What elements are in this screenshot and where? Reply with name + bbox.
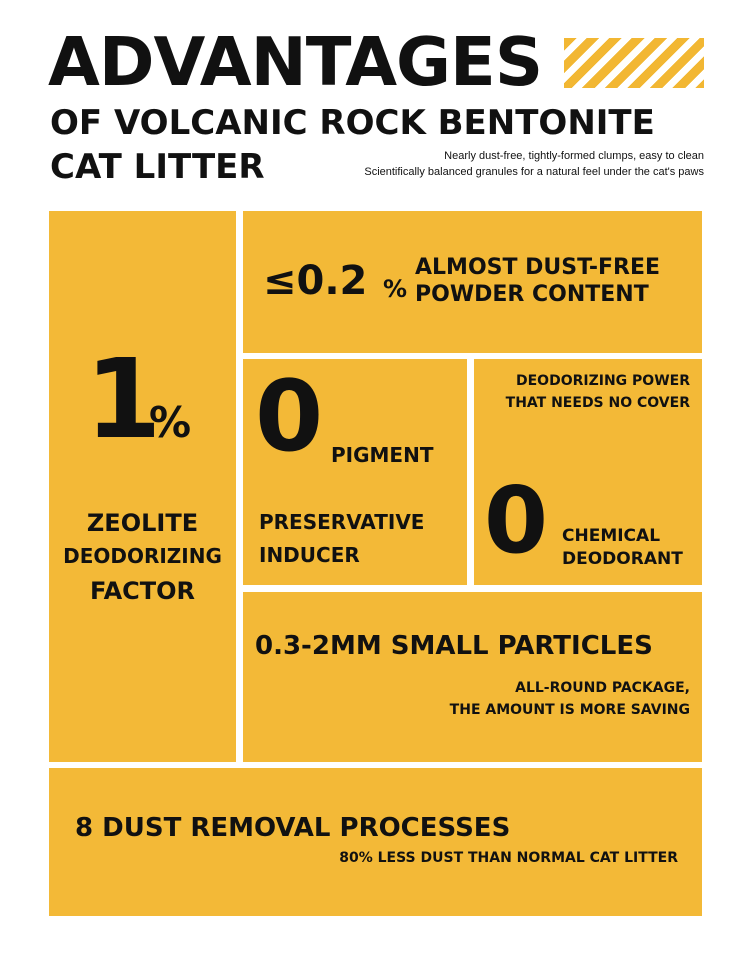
particles-headline: 0.3-2MM SMALL PARTICLES [255,631,653,661]
zeolite-line2: DEODORIZING [63,544,222,568]
processes-headline: 8 DUST REMOVAL PROCESSES [75,813,511,843]
page-subtitle-line1: OF VOLCANIC ROCK BENTONITE [50,103,655,143]
dust-percent: % [383,275,408,303]
chemical-line2: DEODORANT [562,549,683,569]
tagline [364,148,704,180]
pigment-number: 0 [255,360,324,474]
chemical-top-line2: THAT NEEDS NO COVER [505,395,690,411]
zeolite-line3: FACTOR [89,577,196,605]
processes-panel [49,768,702,916]
chemical-top-line1: DEODORIZING POWER [516,373,690,389]
particles-line2: THE AMOUNT IS MORE SAVING [449,702,690,718]
tagline-line1: Nearly dust-free, tightly-formed clumps, easy to clean [444,150,704,162]
zeolite-panel [49,211,236,762]
particles-panel [243,592,702,762]
pigment-label: PIGMENT [331,443,434,467]
zeolite-line1: ZEOLITE [86,509,199,537]
tagline-line2: Scientifically balanced granules for a natural feel under the cat's paws [364,166,704,178]
processes-subline: 80% LESS DUST THAN NORMAL CAT LITTER [339,850,678,866]
decorative-stripes [564,38,704,88]
chemical-number: 0 [484,467,549,574]
pigment-panel [243,359,467,585]
dust-line2: POWDER CONTENT [415,282,649,307]
page-title: ADVANTAGES [48,23,543,101]
page-subtitle-line2: CAT LITTER [50,147,265,187]
pigment-line2: INDUCER [259,543,360,567]
zeolite-number: 1 [85,335,162,463]
dust-free-panel [243,211,702,353]
zeolite-percent: % [149,398,192,447]
particles-line1: ALL-ROUND PACKAGE, [515,680,690,696]
pigment-line1: PRESERVATIVE [259,510,425,534]
chemical-panel [474,359,702,585]
dust-line1: ALMOST DUST-FREE [415,255,661,280]
chemical-line1: CHEMICAL [562,526,661,546]
dust-value: ≤0.2 [263,258,368,304]
